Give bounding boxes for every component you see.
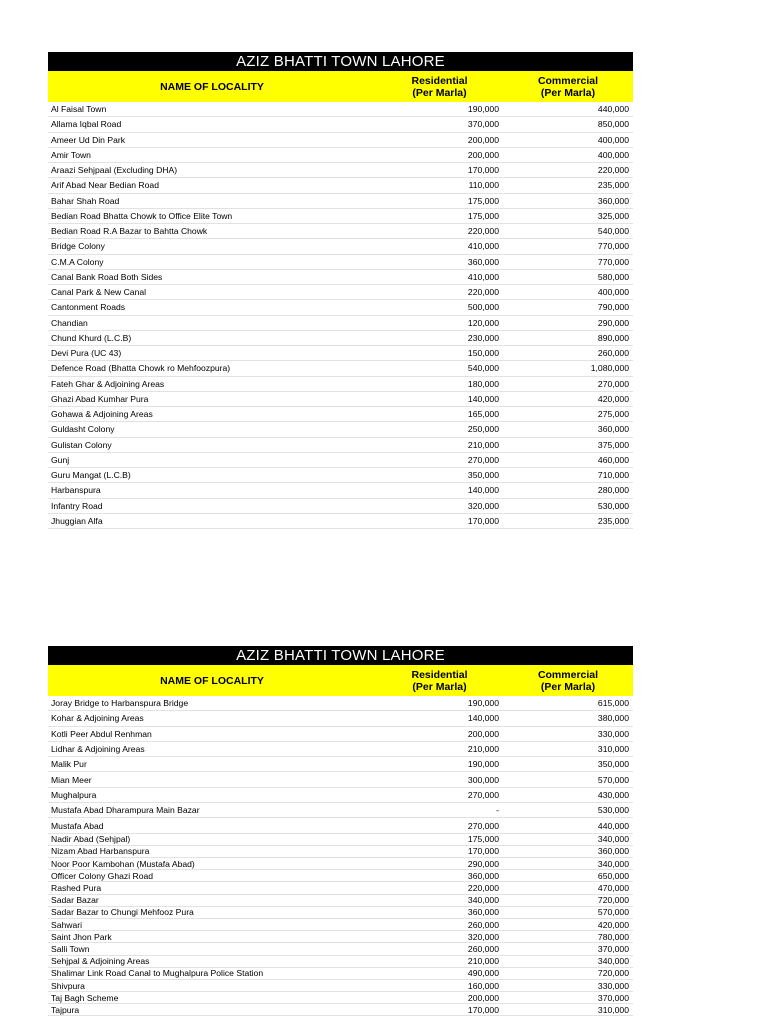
residential-rate: 140,000	[467, 393, 499, 404]
residential-rate: 170,000	[467, 165, 499, 176]
residential-rate: 190,000	[467, 759, 499, 770]
locality-name: Shivpura	[51, 980, 85, 991]
table-row	[48, 882, 633, 894]
table-row	[48, 907, 633, 919]
locality-name: Taj Bagh Scheme	[51, 992, 119, 1003]
residential-rate: 230,000	[467, 332, 499, 343]
locality-name: Defence Road (Bhatta Chowk ro Mehfoozpura)	[51, 363, 231, 374]
locality-name: Nadir Abad (Sehjpal)	[51, 834, 131, 845]
residential-rate: 290,000	[467, 858, 499, 869]
locality-name: Mughalpura	[51, 789, 97, 800]
table-row	[48, 742, 633, 757]
table-title: AZIZ BHATTI TOWN LAHORE	[48, 646, 633, 665]
commercial-rate: 375,000	[597, 439, 629, 450]
table-row	[48, 255, 633, 270]
residential-rate: 200,000	[467, 728, 499, 739]
locality-name: Rashed Pura	[51, 883, 102, 894]
table-row	[48, 468, 633, 483]
table-row	[48, 992, 633, 1004]
table-row	[48, 956, 633, 968]
commercial-rate: 720,000	[597, 895, 629, 906]
residential-rate: 250,000	[467, 424, 499, 435]
table-row	[48, 858, 633, 870]
table-row	[48, 316, 633, 331]
table-row	[48, 285, 633, 300]
locality-name: Bedian Road R.A Bazar to Bahtta Chowk	[51, 226, 208, 237]
residential-rate: 200,000	[467, 149, 499, 160]
table-row	[48, 483, 633, 498]
table-row	[48, 224, 633, 239]
table-row	[48, 178, 633, 193]
commercial-rate: 275,000	[597, 409, 629, 420]
commercial-rate: 360,000	[597, 424, 629, 435]
commercial-rate: 380,000	[597, 713, 629, 724]
table-title: AZIZ BHATTI TOWN LAHORE	[48, 52, 633, 71]
table-row	[48, 895, 633, 907]
locality-name: Joray Bridge to Harbanspura Bridge	[51, 698, 189, 709]
commercial-rate: 235,000	[597, 515, 629, 526]
commercial-rate: 1,080,000	[590, 363, 629, 374]
commercial-rate: 340,000	[597, 858, 629, 869]
locality-name: Gulistan Colony	[51, 439, 112, 450]
locality-name: Jhuggian Alfa	[51, 515, 103, 526]
locality-name: Devi Pura (UC 43)	[51, 348, 122, 359]
locality-name: Saint Jhon Park	[51, 931, 112, 942]
residential-rate: 220,000	[467, 287, 499, 298]
commercial-rate: 360,000	[597, 195, 629, 206]
table-header	[48, 665, 633, 696]
residential-rate: 260,000	[467, 943, 499, 954]
commercial-rate: 420,000	[597, 393, 629, 404]
residential-rate: 210,000	[467, 744, 499, 755]
locality-name: Tajpura	[51, 1004, 80, 1015]
commercial-rate: 720,000	[597, 968, 629, 979]
residential-rate: 190,000	[467, 104, 499, 115]
commercial-rate: 430,000	[597, 789, 629, 800]
table-row	[48, 931, 633, 943]
locality-name: Fateh Ghar & Adjoining Areas	[51, 378, 165, 389]
table-body	[48, 102, 633, 529]
locality-name: Sadar Bazar to Chungi Mehfooz Pura	[51, 907, 194, 918]
commercial-rate: 540,000	[597, 226, 629, 237]
locality-name: Noor Poor Kambohan (Mustafa Abad)	[51, 858, 195, 869]
residential-rate: 220,000	[467, 226, 499, 237]
rate-table-1	[48, 52, 633, 529]
residential-rate: 190,000	[467, 698, 499, 709]
residential-rate: 300,000	[467, 774, 499, 785]
residential-rate: 410,000	[467, 241, 499, 252]
table-row	[48, 919, 633, 931]
commercial-rate: 235,000	[597, 180, 629, 191]
residential-rate: 210,000	[467, 956, 499, 967]
locality-name: Sadar Bazar	[51, 895, 99, 906]
residential-rate: 170,000	[467, 846, 499, 857]
table-row	[48, 943, 633, 955]
residential-rate: 110,000	[468, 180, 499, 191]
locality-name: Allama Iqbal Road	[51, 119, 122, 130]
table-row	[48, 300, 633, 315]
locality-name: Shalimar Link Road Canal to Mughalpura Police Station	[51, 968, 264, 979]
locality-name: Cantonment Roads	[51, 302, 126, 313]
commercial-rate: 710,000	[597, 470, 629, 481]
locality-name: Bahar Shah Road	[51, 195, 120, 206]
residential-rate: 320,000	[467, 931, 499, 942]
commercial-rate: 270,000	[597, 378, 629, 389]
table-row	[48, 499, 633, 514]
locality-name: Malik Pur	[51, 759, 87, 770]
table-row	[48, 453, 633, 468]
residential-rate: 165,000	[467, 409, 499, 420]
commercial-rate: 350,000	[597, 759, 629, 770]
table-row	[48, 438, 633, 453]
locality-name: Araazi Sehjpaal (Excluding DHA)	[51, 165, 178, 176]
locality-name: Nizam Abad Harbanspura	[51, 846, 150, 857]
commercial-rate: 260,000	[597, 348, 629, 359]
table-row	[48, 772, 633, 787]
locality-name: Gunj	[51, 454, 70, 465]
locality-name: Sehjpal & Adjoining Areas	[51, 956, 150, 967]
residential-rate: 150,000	[467, 348, 499, 359]
commercial-rate: 790,000	[597, 302, 629, 313]
locality-name: Mustafa Abad	[51, 820, 104, 831]
table-row	[48, 727, 633, 742]
commercial-rate: 400,000	[597, 287, 629, 298]
locality-name: C.M.A Colony	[51, 256, 104, 267]
residential-rate: 175,000	[467, 195, 499, 206]
residential-rate: 175,000	[467, 834, 499, 845]
commercial-rate: 570,000	[597, 774, 629, 785]
residential-rate: 270,000	[467, 789, 499, 800]
residential-rate: 410,000	[467, 271, 499, 282]
locality-name: Infantry Road	[51, 500, 103, 511]
table-row	[48, 846, 633, 858]
locality-name: Chandian	[51, 317, 88, 328]
commercial-rate: 440,000	[597, 104, 629, 115]
residential-rate: 500,000	[467, 302, 499, 313]
commercial-rate: 470,000	[597, 883, 629, 894]
commercial-rate: 530,000	[597, 500, 629, 511]
commercial-rate: 650,000	[597, 870, 629, 881]
commercial-rate: 400,000	[597, 149, 629, 160]
commercial-rate: 420,000	[597, 919, 629, 930]
table-row	[48, 968, 633, 980]
locality-name: Gohawa & Adjoining Areas	[51, 409, 153, 420]
commercial-rate: 460,000	[597, 454, 629, 465]
locality-name: Salli Town	[51, 943, 90, 954]
header-residential: Residential (Per Marla)	[411, 668, 468, 693]
locality-name: Ghazi Abad Kumhar Pura	[51, 393, 149, 404]
commercial-rate: 570,000	[597, 907, 629, 918]
table-row	[48, 209, 633, 224]
rate-table-2	[48, 646, 633, 1016]
residential-rate: -	[496, 805, 499, 816]
table-row	[48, 270, 633, 285]
commercial-rate: 530,000	[597, 805, 629, 816]
commercial-rate: 440,000	[597, 820, 629, 831]
locality-name: Bedian Road Bhatta Chowk to Office Elite Town	[51, 210, 233, 221]
table-row	[48, 757, 633, 772]
residential-rate: 320,000	[467, 500, 499, 511]
residential-rate: 270,000	[467, 820, 499, 831]
residential-rate: 200,000	[467, 992, 499, 1003]
locality-name: Canal Bank Road Both Sides	[51, 271, 163, 282]
residential-rate: 175,000	[467, 210, 499, 221]
locality-name: Ameer Ud Din Park	[51, 134, 126, 145]
table-row	[48, 870, 633, 882]
residential-rate: 120,000	[467, 317, 499, 328]
commercial-rate: 310,000	[597, 744, 629, 755]
commercial-rate: 580,000	[597, 271, 629, 282]
locality-name: Arif Abad Near Bedian Road	[51, 180, 159, 191]
locality-name: Mian Meer	[51, 774, 92, 785]
residential-rate: 220,000	[467, 883, 499, 894]
locality-name: Mustafa Abad Dharampura Main Bazar	[51, 805, 200, 816]
residential-rate: 170,000	[467, 1004, 499, 1015]
table-body	[48, 696, 633, 1016]
residential-rate: 170,000	[467, 515, 499, 526]
commercial-rate: 370,000	[597, 992, 629, 1003]
commercial-rate: 280,000	[597, 485, 629, 496]
commercial-rate: 770,000	[597, 256, 629, 267]
locality-name: Sahwari	[51, 919, 83, 930]
header-residential: Residential (Per Marla)	[411, 74, 468, 99]
table-row	[48, 117, 633, 132]
table-header	[48, 71, 633, 102]
locality-name: Chund Khurd (L.C.B)	[51, 332, 132, 343]
locality-name: Guru Mangat (L.C.B)	[51, 470, 131, 481]
table-row	[48, 392, 633, 407]
table-row	[48, 514, 633, 529]
commercial-rate: 340,000	[597, 834, 629, 845]
residential-rate: 360,000	[467, 907, 499, 918]
locality-name: Bridge Colony	[51, 241, 105, 252]
table-row	[48, 980, 633, 992]
commercial-rate: 325,000	[597, 210, 629, 221]
commercial-rate: 340,000	[597, 956, 629, 967]
residential-rate: 540,000	[467, 363, 499, 374]
table-row	[48, 834, 633, 846]
locality-name: Amir Town	[51, 149, 91, 160]
table-row	[48, 696, 633, 711]
table-row	[48, 711, 633, 726]
residential-rate: 180,000	[467, 378, 499, 389]
commercial-rate: 400,000	[597, 134, 629, 145]
commercial-rate: 890,000	[597, 332, 629, 343]
locality-name: Al Faisal Town	[51, 104, 107, 115]
table-row	[48, 102, 633, 117]
residential-rate: 200,000	[467, 134, 499, 145]
locality-name: Lidhar & Adjoining Areas	[51, 744, 145, 755]
table-row	[48, 133, 633, 148]
commercial-rate: 850,000	[597, 119, 629, 130]
commercial-rate: 780,000	[597, 931, 629, 942]
residential-rate: 490,000	[467, 968, 499, 979]
residential-rate: 370,000	[467, 119, 499, 130]
residential-rate: 340,000	[467, 895, 499, 906]
commercial-rate: 615,000	[597, 698, 629, 709]
table-row	[48, 803, 633, 818]
table-row	[48, 194, 633, 209]
table-row	[48, 422, 633, 437]
table-row	[48, 148, 633, 163]
commercial-rate: 330,000	[597, 728, 629, 739]
commercial-rate: 330,000	[597, 980, 629, 991]
table-row	[48, 788, 633, 803]
commercial-rate: 360,000	[597, 846, 629, 857]
locality-name: Harbanspura	[51, 485, 101, 496]
locality-name: Guldasht Colony	[51, 424, 115, 435]
table-row	[48, 346, 633, 361]
commercial-rate: 290,000	[597, 317, 629, 328]
header-commercial: Commercial (Per Marla)	[537, 74, 599, 99]
residential-rate: 350,000	[467, 470, 499, 481]
commercial-rate: 370,000	[597, 943, 629, 954]
header-name-of-locality: NAME OF LOCALITY	[160, 674, 264, 687]
commercial-rate: 220,000	[597, 165, 629, 176]
commercial-rate: 310,000	[597, 1004, 629, 1015]
locality-name: Canal Park & New Canal	[51, 287, 147, 298]
header-name-of-locality: NAME OF LOCALITY	[160, 80, 264, 93]
locality-name: Officer Colony Ghazi Road	[51, 870, 154, 881]
residential-rate: 360,000	[467, 870, 499, 881]
residential-rate: 270,000	[467, 454, 499, 465]
header-commercial: Commercial (Per Marla)	[537, 668, 599, 693]
table-row	[48, 239, 633, 254]
table-row	[48, 163, 633, 178]
table-row	[48, 361, 633, 376]
residential-rate: 210,000	[467, 439, 499, 450]
table-row	[48, 818, 633, 833]
residential-rate: 360,000	[467, 256, 499, 267]
locality-name: Kotli Peer Abdul Renhman	[51, 728, 152, 739]
residential-rate: 160,000	[467, 980, 499, 991]
table-row	[48, 1004, 633, 1016]
table-row	[48, 407, 633, 422]
residential-rate: 140,000	[467, 485, 499, 496]
table-row	[48, 331, 633, 346]
residential-rate: 140,000	[467, 713, 499, 724]
residential-rate: 260,000	[467, 919, 499, 930]
commercial-rate: 770,000	[597, 241, 629, 252]
table-row	[48, 377, 633, 392]
locality-name: Kohar & Adjoining Areas	[51, 713, 144, 724]
